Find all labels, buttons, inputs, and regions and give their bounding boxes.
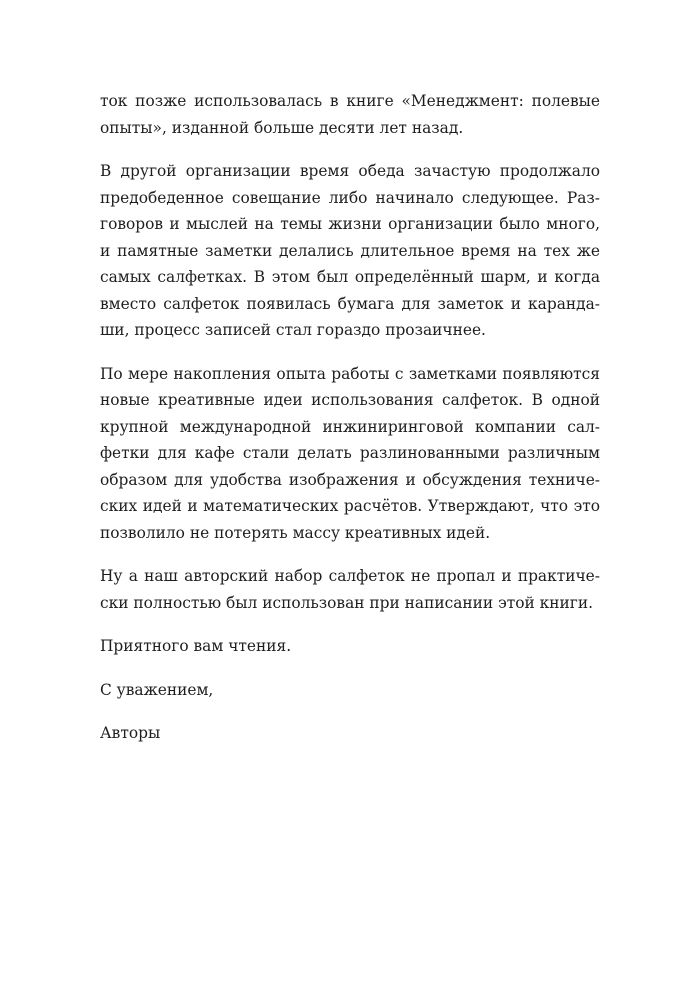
text-line: говоров и мыслей на темы жизни организации было много, <box>100 215 600 233</box>
signoff-regards <box>100 677 600 704</box>
paragraph-lunch-meetings <box>100 158 600 344</box>
paragraph-gap <box>100 660 600 677</box>
text-line: С уважением, <box>100 680 214 699</box>
text-line: В другой организации время обеда зачастую продолжало <box>100 162 600 180</box>
text-line: самых салфетках. В этом был определённый шарм, и когда <box>100 268 600 286</box>
text-line: Авторы <box>100 724 161 742</box>
text-line: Приятного вам чтения. <box>100 637 292 655</box>
page-body <box>100 88 600 747</box>
text-line: образом для удобства изображения и обсуждения техниче- <box>100 470 600 489</box>
text-line: ши, процесс записей стал гораздо прозаичнее. <box>100 321 486 339</box>
paragraph-creative-ideas <box>100 361 600 547</box>
signoff-authors <box>100 720 600 747</box>
paragraph-gap <box>100 616 600 633</box>
text-line: фетки для кафе стали делать разлинованными различным <box>100 444 600 462</box>
paragraph-intro-continuation <box>100 88 600 141</box>
paragraph-gap <box>100 141 600 158</box>
text-line: Ну а наш авторский набор салфеток не пропал и практиче- <box>100 567 600 585</box>
text-line: новые креативные идеи использования салфеток. В одной <box>100 391 600 409</box>
text-line: вместо салфеток появилась бумага для заметок и каранда- <box>100 294 600 313</box>
text-line: и памятные заметки делались длительное время на тех же <box>100 241 600 260</box>
paragraph-enjoy-reading <box>100 633 600 660</box>
paragraph-gap <box>100 546 600 563</box>
paragraph-napkin-set <box>100 563 600 616</box>
text-line: ских идей и математических расчётов. Утверждают, что это <box>100 497 600 515</box>
text-line: По мере накопления опыта работы с заметками появляются <box>100 364 600 383</box>
text-line: ски полностью был использован при написании этой книги. <box>100 593 593 612</box>
text-line: опыты», изданной больше десяти лет назад. <box>100 118 464 137</box>
paragraph-gap <box>100 344 600 361</box>
paragraph-gap <box>100 703 600 720</box>
text-line: позволило не потерять массу креативных идей. <box>100 523 491 542</box>
text-line: ток позже использовалась в книге «Менеджмент: полевые <box>100 92 600 110</box>
text-line: крупной международной инжиниринговой компании сал- <box>100 417 600 436</box>
text-line: предобеденное совещание либо начинало следующее. Раз- <box>100 188 600 207</box>
